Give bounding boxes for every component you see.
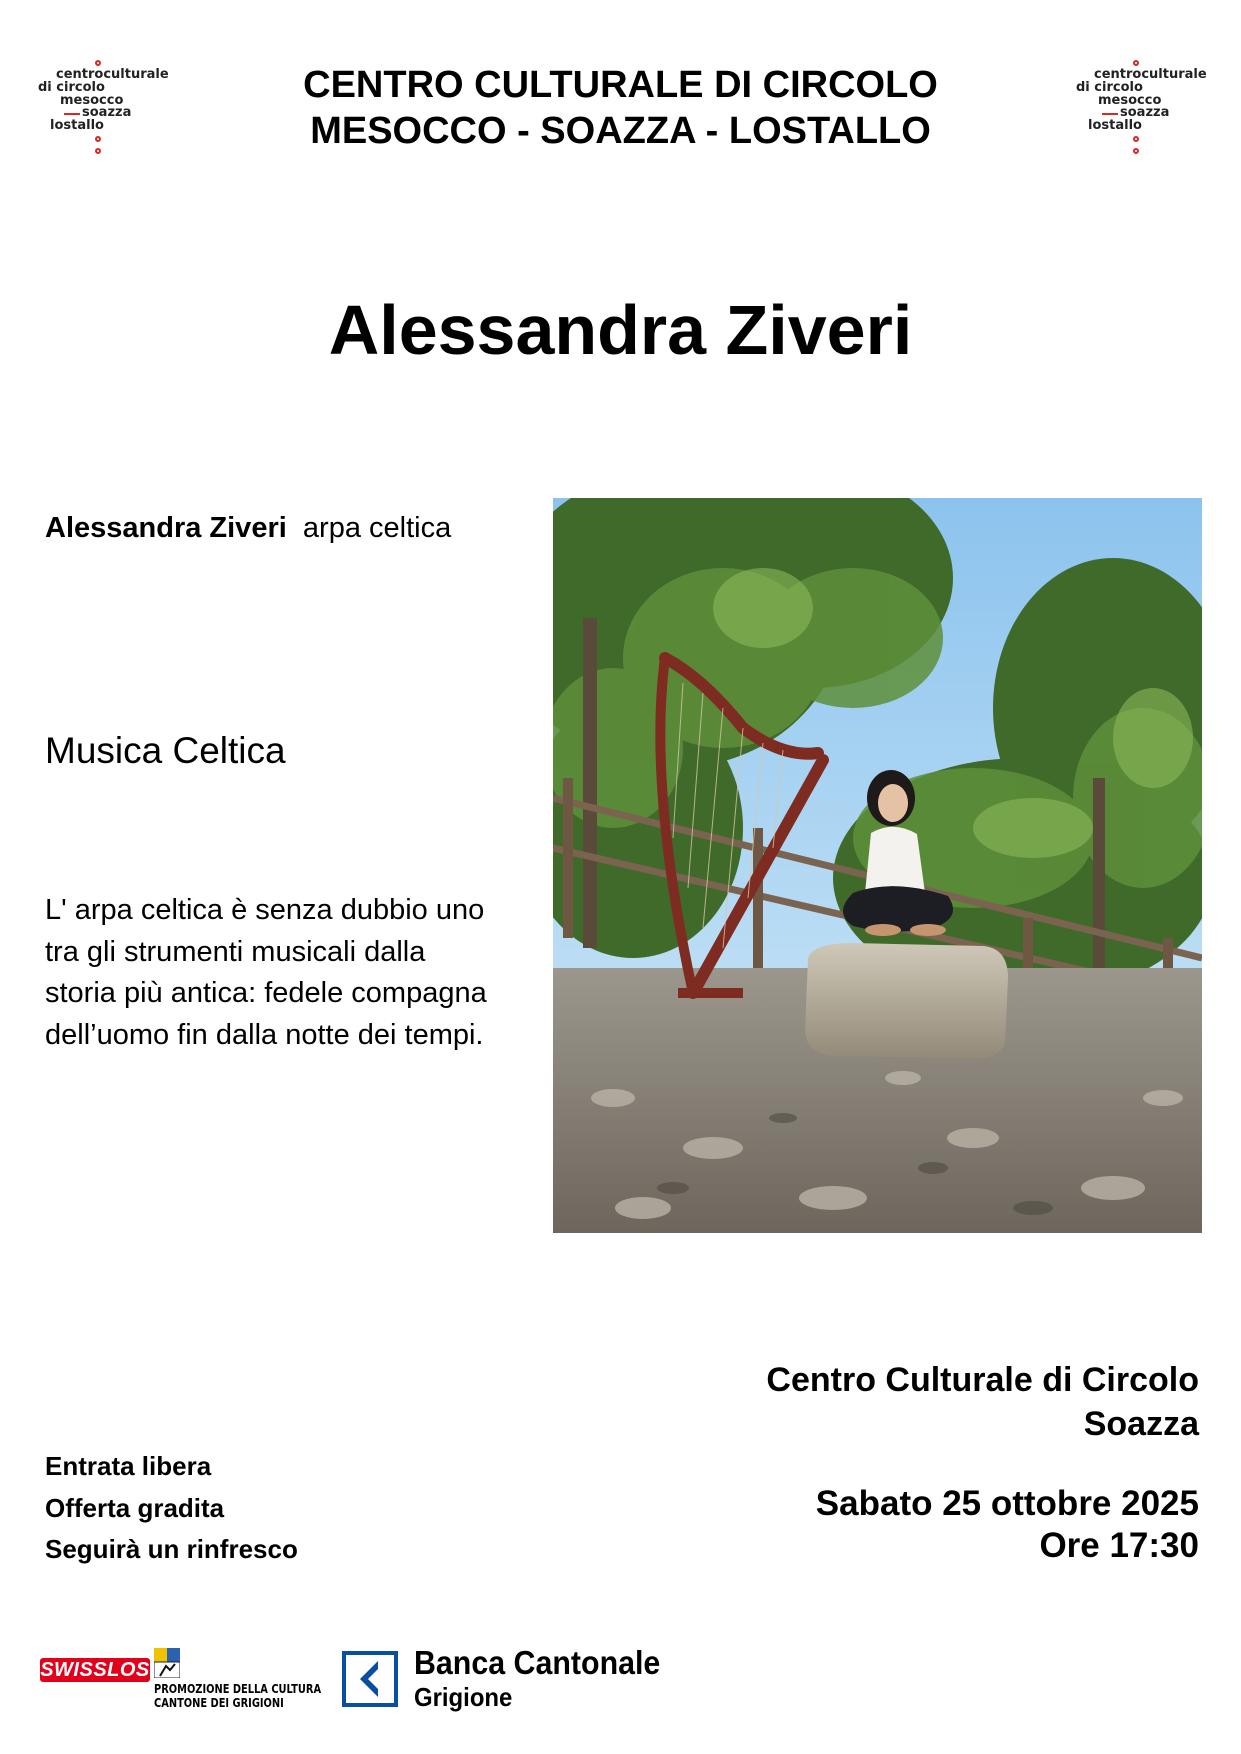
- logo-left: [38, 60, 178, 180]
- logo-dot: [95, 136, 101, 142]
- logo-dash: [64, 113, 80, 115]
- note-item: Seguirà un rinfresco: [45, 1534, 298, 1564]
- logo-dot: [1133, 148, 1139, 154]
- note-item: Entrata libera: [45, 1451, 212, 1481]
- swisslos-badge: SWISSLOS: [40, 1659, 150, 1681]
- logo-dot: [95, 148, 101, 154]
- event-notes: [45, 1446, 298, 1571]
- venue-line2: Soazza: [1083, 1405, 1199, 1443]
- event-description: L' arpa celtica è senza dubbio uno tra gli strumenti musicali dalla storia più antica: fedele compagna dell’uomo fin dalla notte dei tempi.: [45, 894, 487, 1051]
- venue: [766, 1358, 1199, 1446]
- logo-dot: [1133, 136, 1139, 142]
- logo-text-line: centroculturale: [56, 67, 169, 82]
- logo-right: [1076, 60, 1216, 180]
- artist-title: Alessandra Ziveri: [328, 291, 913, 369]
- logo-text-line: lostallo: [50, 118, 104, 133]
- logo-text-line: di circolo: [38, 80, 105, 95]
- header-title-line1: CENTRO CULTURALE DI CIRCOLO: [303, 64, 938, 106]
- event-datetime: [816, 1483, 1199, 1567]
- logo-text-line: soazza: [82, 105, 132, 120]
- event-date: Sabato 25 ottobre 2025: [815, 1484, 1199, 1523]
- performer-instrument: arpa celtica: [302, 512, 452, 544]
- bank-region: Grigione: [414, 1682, 513, 1712]
- swisslos-caption: [154, 1682, 321, 1710]
- logo-dot: [1133, 60, 1139, 66]
- swisslos-caption-line2: CANTONE DEI GRIGIONI: [154, 1696, 284, 1710]
- bank-sponsor-logo: [342, 1644, 682, 1714]
- header-title: [200, 62, 1041, 154]
- note-item: Offerta gradita: [45, 1492, 225, 1523]
- genre-heading: Musica Celtica: [45, 730, 286, 771]
- logo-text-line: di circolo: [1076, 80, 1143, 95]
- logo-dot: [95, 60, 101, 66]
- venue-line1: Centro Culturale di Circolo: [766, 1361, 1199, 1399]
- logo-text-line: centroculturale: [1094, 67, 1207, 82]
- performer-name: Alessandra Ziveri: [45, 512, 287, 544]
- event-time: Ore 17:30: [1039, 1526, 1199, 1565]
- grisons-emblem-icon: [154, 1648, 180, 1678]
- bank-name: Banca Cantonale: [414, 1644, 661, 1681]
- bank-logo-icon: [342, 1651, 398, 1707]
- logo-dash: [1102, 113, 1118, 115]
- swisslos-sponsor-logo: [40, 1648, 322, 1714]
- swisslos-caption-line1: PROMOZIONE DELLA CULTURA: [154, 1682, 322, 1696]
- performer-line: [45, 512, 451, 545]
- header-title-line2: MESOCCO - SOAZZA - LOSTALLO: [310, 110, 931, 152]
- logo-text-line: mesocco: [1098, 93, 1162, 108]
- logo-text-line: soazza: [1120, 105, 1170, 120]
- artist-photo: [553, 498, 1202, 1233]
- logo-text-line: lostallo: [1088, 118, 1142, 133]
- logo-text-line: mesocco: [60, 93, 124, 108]
